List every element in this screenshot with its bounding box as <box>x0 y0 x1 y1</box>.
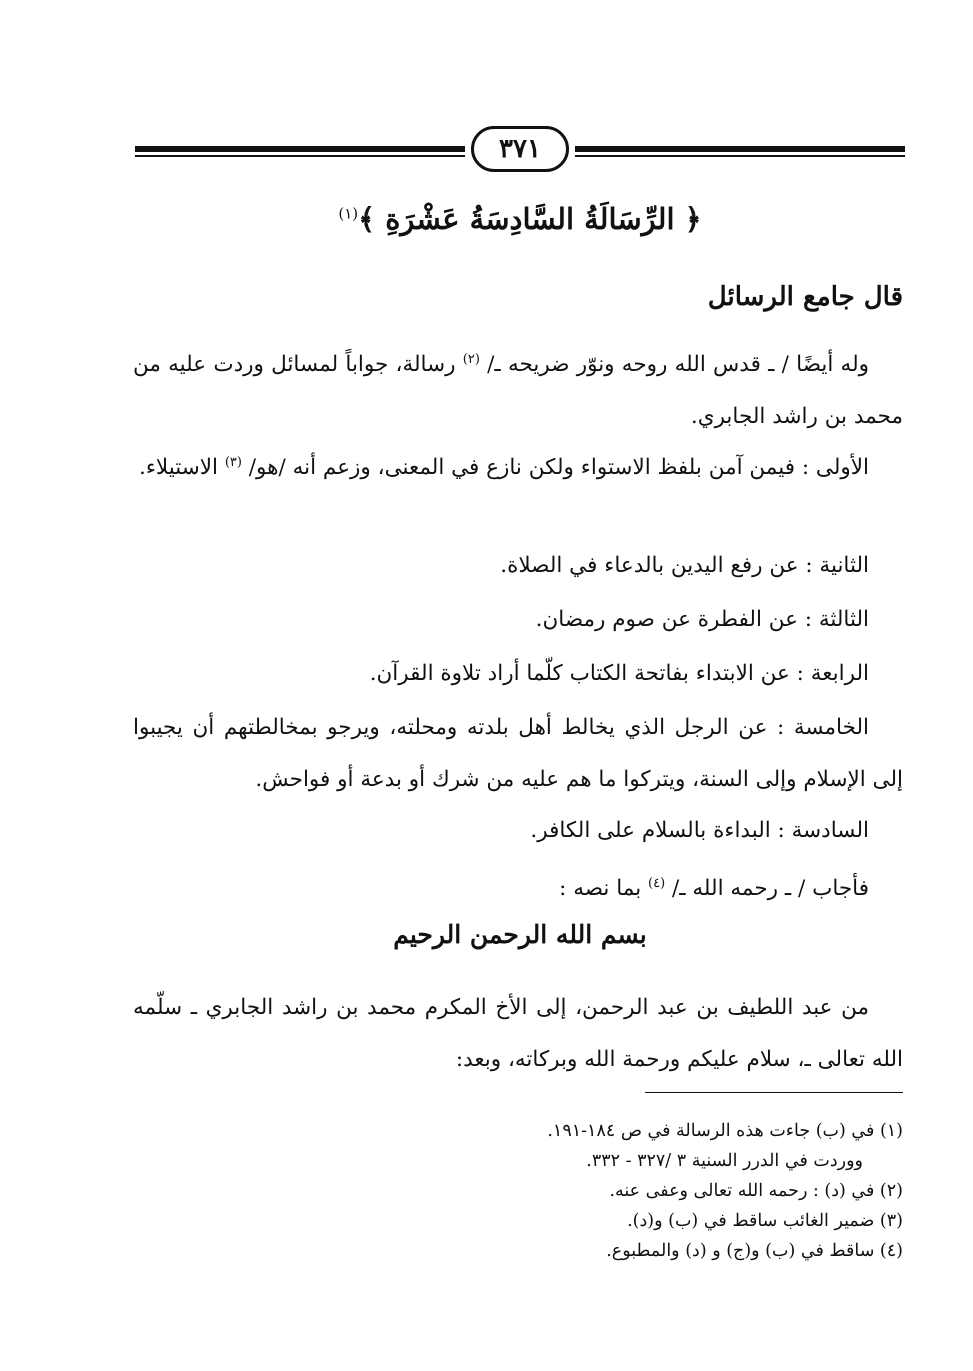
title-footnote-ref: (١) <box>338 204 359 223</box>
epistle-title-text: ﴿ الرِّسَالَةُ السَّادِسَةُ عَشْرَةِ ﴾ <box>358 202 702 236</box>
footnote-separator <box>645 1092 903 1093</box>
question-third-text: الثالثة : عن الفطرة عن صوم رمضان. <box>535 607 869 632</box>
page-header <box>135 122 905 172</box>
header-rule-left <box>135 146 465 157</box>
paragraph-intro <box>133 334 903 443</box>
footnote-ref-4: (٤) <box>648 876 666 891</box>
footnote-4: (٤) ساقط في (ب) و(ج) و (د) والمطبوع. <box>606 1241 903 1261</box>
epistle-title <box>135 202 905 236</box>
question-first-text-b: الاستيلاء. <box>138 455 225 481</box>
question-second <box>133 540 903 592</box>
footnote-2: (٢) في (د) : رحمه الله تعالى وعفى عنه. <box>609 1181 903 1201</box>
letter-opening <box>133 982 903 1086</box>
question-first <box>133 437 903 494</box>
question-sixth <box>133 805 903 857</box>
section-subheading: قال جامع الرسائل <box>707 282 903 312</box>
question-fifth-text: الخامسة : عن الرجل الذي يخالط أهل بلدته ومحلته، ويرجو بمخالطتهم أن يجيبوا إلى الإسلام وإلى السنة، ويتركوا ما هم عليه من شرك أو بدعة أو فواحش. <box>133 715 903 792</box>
question-fifth <box>133 702 903 806</box>
question-fourth <box>133 648 903 700</box>
footnote-1-continuation: ووردت في الدرر السنية ٣ /٣٢٧ - ٣٣٢. <box>586 1151 863 1171</box>
answer-intro-text-b: بما نصه : <box>559 876 649 902</box>
basmala-heading: بسم الله الرحمن الرحيم <box>393 920 647 949</box>
paragraph-intro-text-a: وله أيضًا / ـ قدس الله روحه ونوّر ضريحه ـ/ <box>479 352 870 378</box>
paragraph-intro-text-b: رسالة، جواباً لمسائل وردت عليه من محمد بن راشد الجابري. <box>133 352 903 430</box>
question-second-text: الثانية : عن رفع اليدين بالدعاء في الصلاة. <box>500 553 869 578</box>
question-first-text-a: الأولى : فيمن آمن بلفظ الاستواء ولكن نازع في المعنى، وزعم أنه /هو/ <box>241 455 869 481</box>
question-third <box>133 594 903 646</box>
question-fourth-text: الرابعة : عن الابتداء بفاتحة الكتاب كلّما أراد تلاوة القرآن. <box>369 661 869 686</box>
footnote-3: (٣) ضمير الغائب ساقط في (ب) و(د). <box>627 1211 903 1231</box>
header-rule-right <box>575 146 905 157</box>
page-number: ٣٧١ <box>471 126 569 172</box>
answer-intro-text-a: فأجاب / ـ رحمه الله ـ/ <box>665 876 869 902</box>
question-sixth-text: السادسة : البداءة بالسلام على الكافر. <box>530 818 869 843</box>
footnote-1: (١) في (ب) جاءت هذه الرسالة في ص ١٨٤-١٩١. <box>547 1121 903 1141</box>
letter-opening-text: من عبد اللطيف بن عبد الرحمن، إلى الأخ المكرم محمد بن راشد الجابري ـ سلّمه الله تعالى ـ، سلام عليكم ورحمة الله وبركاته، وبعد: <box>133 995 903 1072</box>
footnote-ref-3: (٣) <box>224 455 242 470</box>
footnotes <box>263 1116 903 1266</box>
answer-intro <box>133 858 903 915</box>
footnote-ref-2: (٢) <box>462 352 480 367</box>
